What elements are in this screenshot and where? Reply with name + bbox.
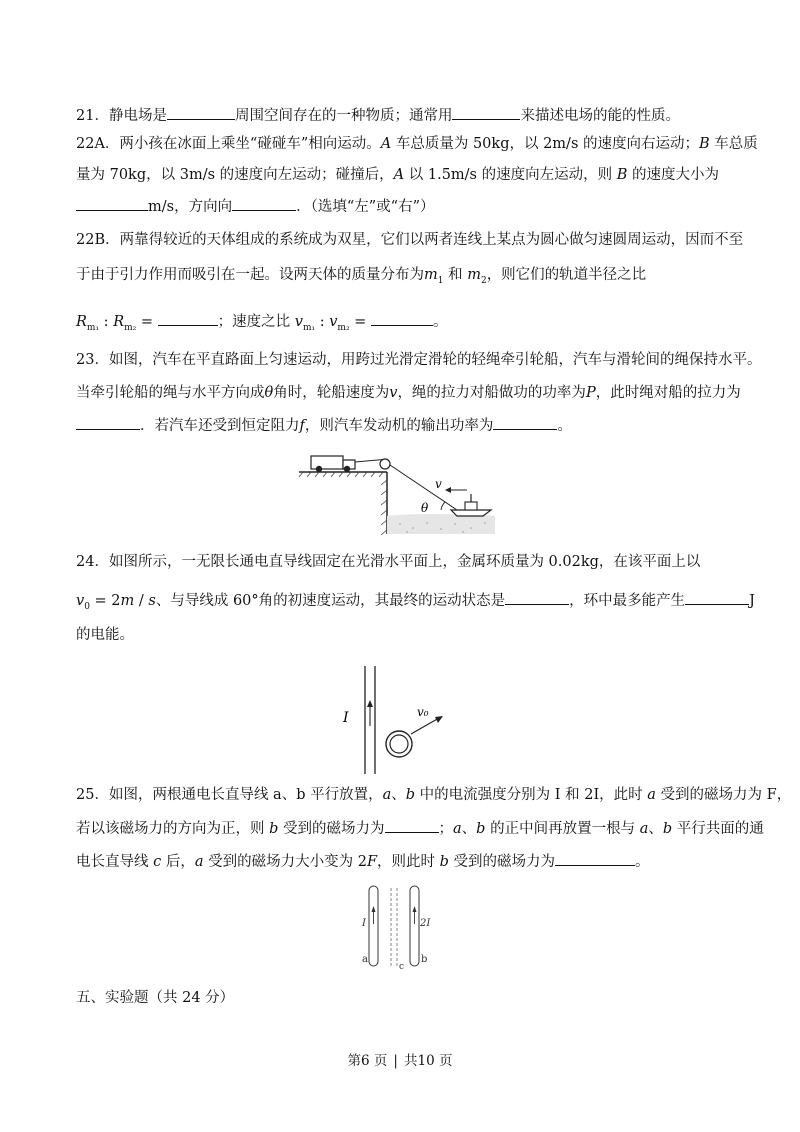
q24-blank-2[interactable]	[685, 590, 749, 605]
fig-c-label: c	[399, 962, 405, 972]
q22a-blank-1[interactable]	[76, 196, 148, 211]
q22b-line-3: $R_{m_1}$ : $R_{m_2}$ = ；速度之比 $v_{m_1}$ : $v_{m_2}$ = 。	[76, 311, 447, 338]
q25-figure	[357, 884, 437, 972]
q25-line-2: 若以该磁场力的方向为正，则 b 受到的磁场力为 ；a、b 的正中间再放置一根与 a、b 平行共面的通	[76, 818, 764, 839]
metal-ring-inner	[390, 735, 408, 753]
section-heading: 五、实验题（共 24 分）	[76, 990, 235, 1006]
q23-blank-1[interactable]	[76, 415, 140, 430]
q22a-blank-2[interactable]	[232, 196, 296, 211]
fig-b-label: b	[421, 954, 428, 965]
arrowhead-icon	[445, 487, 451, 493]
q23-figure	[295, 444, 505, 536]
car-icon	[311, 456, 355, 472]
q24-line-2: $v_0 = 2m / s$、与导线成 60°角的初速度运动，其最终的运动状态是 ，环中最多能产生 J	[76, 590, 755, 617]
q25-blank-2[interactable]	[555, 851, 635, 866]
q24-line-3: 的电能。	[76, 627, 134, 643]
wire-a	[369, 886, 378, 966]
q22b-blank-2[interactable]	[371, 311, 433, 326]
angle-arc	[441, 502, 445, 510]
fig-a-label: a	[362, 954, 368, 965]
q22b-blank-1[interactable]	[158, 311, 218, 326]
q24-blank-1[interactable]	[505, 590, 569, 605]
q25-line-3: 电长直导线 c 后，a 受到的磁场力大小变为 2F，则此时 b 受到的磁场力为 。	[76, 851, 650, 872]
q23-blank-2[interactable]	[493, 415, 557, 430]
rope-horizontal	[355, 460, 383, 463]
fig-v-label: v	[435, 477, 442, 491]
wire-b	[410, 886, 419, 966]
q22b-line-1: 22B．两靠得较近的天体组成的系统成为双星，它们以两者连线上某点为圆心做匀速圆周运动，因而不至	[76, 232, 744, 248]
cliff-hatching	[381, 480, 387, 535]
q23-line-3: ．若汽车还受到恒定阻力f，则汽车发动机的输出功率为 。	[76, 415, 572, 436]
q23-line-1: 23．如图，汽车在平直路面上匀速运动，用跨过光滑定滑轮的轻绳牵引轮船，汽车与滑轮间的绳保持水平。	[76, 352, 762, 368]
fig-2I-label: 2I	[420, 918, 431, 929]
q24-figure	[335, 664, 465, 776]
water-area	[387, 514, 495, 534]
q21-blank-1[interactable]	[167, 105, 235, 120]
q22a-line-1: 22A．两小孩在冰面上乘坐“碰碰车”相向运动。A 车总质量为 50kg，以 2m/s 的速度向右运动；B 车总质	[76, 136, 758, 152]
page-number: 第6 页	[347, 1053, 388, 1069]
fig-current-label: I	[343, 710, 349, 726]
pulley-icon	[380, 459, 390, 469]
q25-line-1: 25．如图，两根通电长直导线 a、b 平行放置，a、b 中的电流强度分别为 I 和 2I，此时 a 受到的磁场力为 F，	[76, 787, 792, 803]
v0-arrow	[411, 718, 439, 734]
q23-line-2: 当牵引轮船的绳与水平方向成θ角时，轮船速度为v，绳的拉力对船做功的功率为P，此时绳对船的拉力为	[76, 385, 741, 401]
q21-line: 21．静电场是 周围空间存在的一种物质；通常用 来描述电场的能的性质。	[76, 105, 680, 126]
footer-separator: |	[393, 1053, 398, 1069]
fig-I-label: I	[362, 918, 366, 929]
q22a-line-3: m/s，方向向 ．（选填“左”或“右”）	[76, 196, 434, 217]
fig-theta-label: θ	[421, 501, 429, 515]
q22a-line-2: 量为 70kg，以 3m/s 的速度向左运动；碰撞后，A 以 1.5m/s 的速度向左运动，则 B 的速度大小为	[76, 167, 719, 183]
q22b-line-2: 于由于引力作用而吸引在一起。设两天体的质量分布为$m_1$ 和 $m_2$，则它们的轨道半径之比	[76, 267, 647, 286]
boat-icon	[451, 494, 491, 516]
page-total: 共10 页	[403, 1053, 453, 1069]
page-footer	[0, 1049, 800, 1069]
arrow-up-icon	[367, 700, 373, 707]
q25-blank-1[interactable]	[385, 818, 439, 833]
q21-blank-2[interactable]	[452, 105, 520, 120]
fig-v0-label: v₀	[417, 705, 429, 719]
q24-line-1: 24．如图所示，一无限长通电直导线固定在光滑水平面上，金属环质量为 0.02kg，在该平面上以	[76, 554, 701, 570]
